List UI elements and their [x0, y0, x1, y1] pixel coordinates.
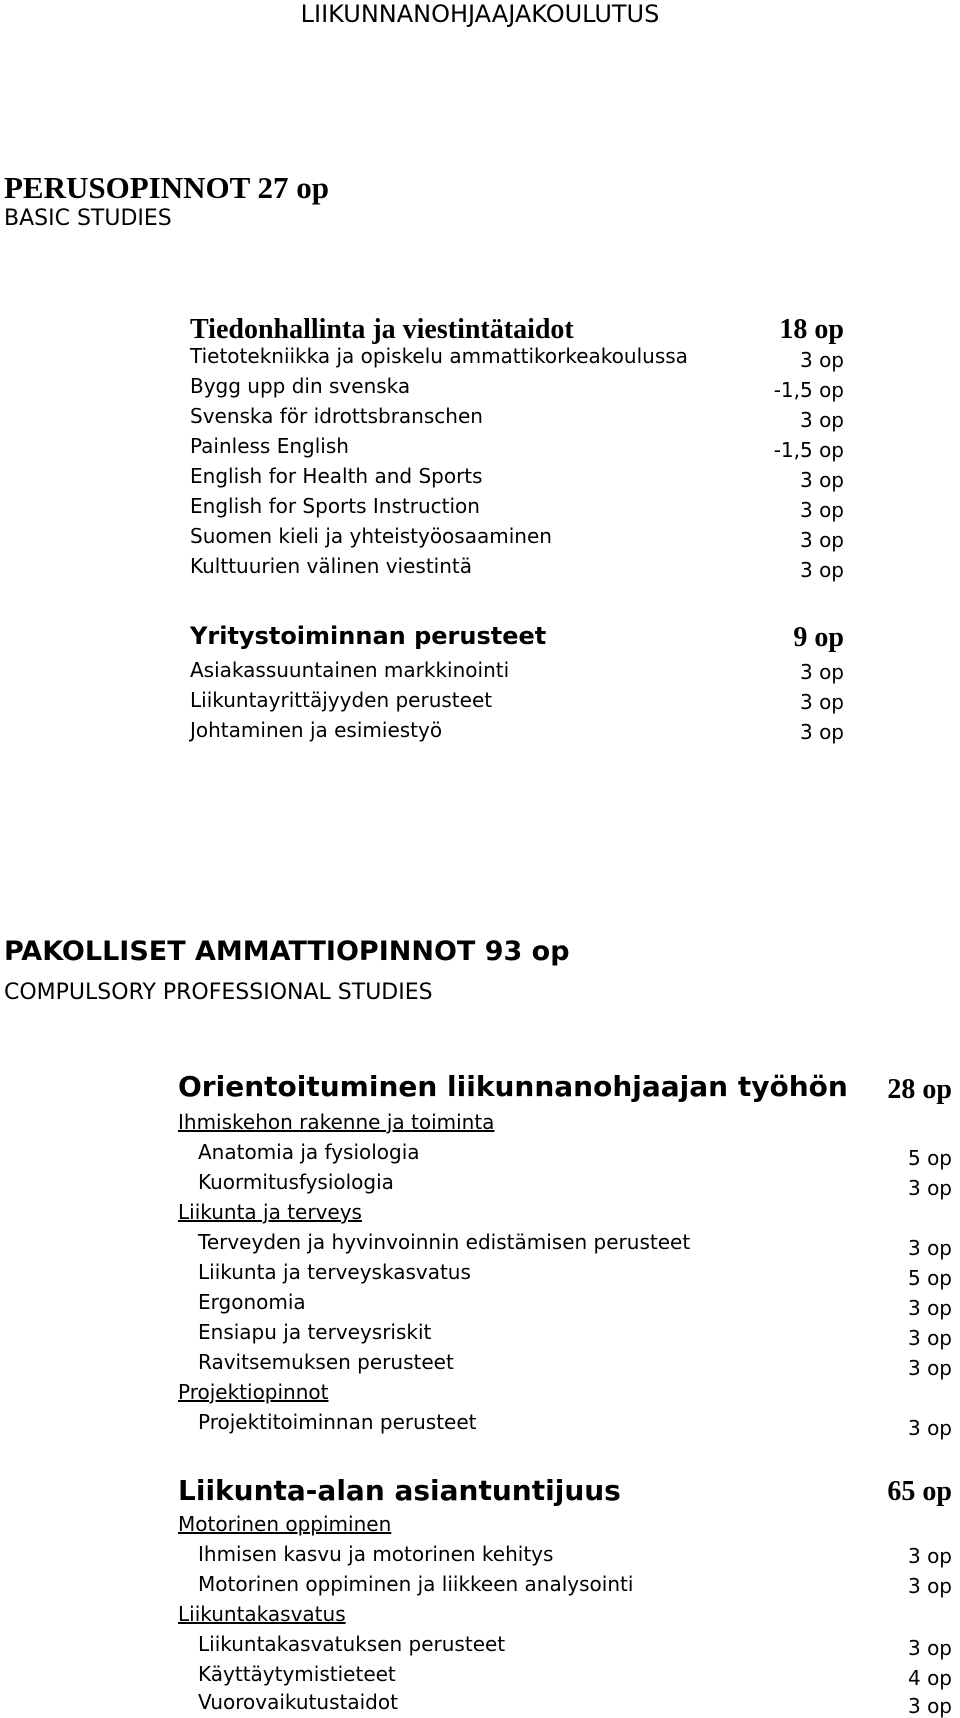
subgroup-title: Liikuntakasvatus: [178, 1602, 346, 1626]
course-credits: 3 op: [799, 528, 844, 552]
course-credits: 3 op: [907, 1544, 952, 1568]
course-credits: -1,5 op: [773, 438, 844, 462]
basic-studies-subtitle: BASIC STUDIES: [4, 206, 172, 231]
course-name: Käyttäytymistieteet: [198, 1662, 396, 1686]
subgroup-title: Motorinen oppiminen: [178, 1512, 392, 1536]
course-name: Kuormitusfysiologia: [198, 1170, 394, 1194]
course-name: Ravitsemuksen perusteet: [198, 1350, 454, 1374]
subgroup-title: Projektiopinnot: [178, 1380, 329, 1404]
course-name: Liikuntakasvatuksen perusteet: [198, 1632, 506, 1656]
group-title: Liikunta-alan asiantuntijuus: [178, 1474, 621, 1507]
course-credits: 3 op: [907, 1326, 952, 1350]
course-name: Terveyden ja hyvinvoinnin edistämisen perusteet: [198, 1230, 691, 1254]
professional-studies-title: PAKOLLISET AMMATTIOPINNOT 93 op: [4, 936, 570, 967]
course-credits: 3 op: [907, 1356, 952, 1380]
group-total: 18 op: [779, 314, 844, 345]
course-name: Anatomia ja fysiologia: [198, 1140, 420, 1164]
course-name: English for Sports Instruction: [190, 494, 480, 518]
group-total: 65 op: [887, 1476, 952, 1507]
course-credits: 3 op: [907, 1236, 952, 1260]
course-credits: 3 op: [907, 1176, 952, 1200]
course-name: Bygg upp din svenska: [190, 374, 411, 398]
group-title: Tiedonhallinta ja viestintätaidot: [190, 314, 574, 345]
course-name: Ergonomia: [198, 1290, 306, 1314]
subgroup-title: Ihmiskehon rakenne ja toiminta: [178, 1110, 495, 1134]
subgroup-title: Liikunta ja terveys: [178, 1200, 362, 1224]
course-name: Ihmisen kasvu ja motorinen kehitys: [198, 1542, 554, 1566]
course-credits: -1,5 op: [773, 378, 844, 402]
course-credits: 3 op: [799, 558, 844, 582]
professional-studies-subtitle: COMPULSORY PROFESSIONAL STUDIES: [4, 980, 433, 1005]
group-title: Yritystoiminnan perusteet: [190, 622, 547, 650]
course-credits: 3 op: [907, 1574, 952, 1598]
group-title: Orientoituminen liikunnanohjaajan työhön: [178, 1070, 848, 1103]
course-name: Suomen kieli ja yhteistyöosaaminen: [190, 524, 552, 548]
course-name: Liikuntayrittäjyyden perusteet: [190, 688, 493, 712]
course-name: Vuorovaikutustaidot: [198, 1690, 398, 1714]
course-name: Johtaminen ja esimiestyö: [190, 718, 443, 742]
course-credits: 4 op: [907, 1666, 952, 1690]
course-name: Ensiapu ja terveysriskit: [198, 1320, 432, 1344]
course-credits: 3 op: [799, 468, 844, 492]
course-name: Asiakassuuntainen markkinointi: [190, 658, 510, 682]
course-name: Liikunta ja terveyskasvatus: [198, 1260, 471, 1284]
course-credits: 3 op: [907, 1636, 952, 1660]
course-credits: 3 op: [907, 1296, 952, 1320]
course-credits: 5 op: [907, 1266, 952, 1290]
course-credits: 5 op: [907, 1146, 952, 1170]
course-credits: 3 op: [799, 348, 844, 372]
document-title: LIIKUNNANOHJAAJAKOULUTUS: [300, 0, 660, 28]
course-name: Tietotekniikka ja opiskelu ammattikorkeakoulussa: [190, 344, 688, 368]
group-total: 9 op: [793, 622, 844, 653]
course-credits: 3 op: [799, 720, 844, 744]
course-credits: 3 op: [799, 408, 844, 432]
course-credits: 3 op: [799, 690, 844, 714]
course-credits: 3 op: [907, 1416, 952, 1440]
basic-studies-title: PERUSOPINNOT 27 op: [4, 170, 329, 205]
course-credits: 3 op: [799, 660, 844, 684]
course-name: Kulttuurien välinen viestintä: [190, 554, 473, 578]
course-name: Motorinen oppiminen ja liikkeen analysointi: [198, 1572, 634, 1596]
course-name: Painless English: [190, 434, 349, 458]
course-credits: 3 op: [907, 1694, 952, 1718]
course-name: Projektitoiminnan perusteet: [198, 1410, 477, 1434]
course-credits: 3 op: [799, 498, 844, 522]
group-total: 28 op: [887, 1074, 952, 1105]
course-name: Svenska för idrottsbranschen: [190, 404, 483, 428]
course-name: English for Health and Sports: [190, 464, 483, 488]
